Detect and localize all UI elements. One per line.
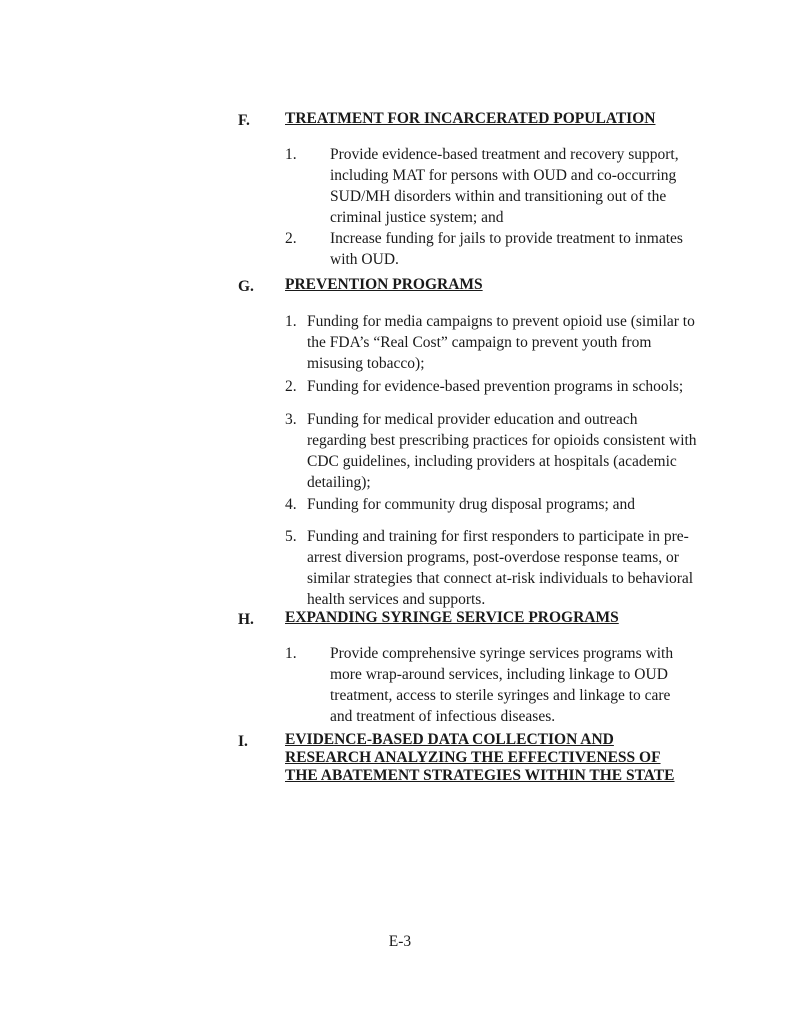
- item-text: Funding for evidence-based prevention programs in schools;: [307, 378, 684, 395]
- section-letter: I.: [238, 733, 248, 750]
- item-text: Funding and training for first responders to participate in pre-arrest diversion programs, post-overdose response teams, or similar strategies that connect at-risk individuals to behavioral health services and supports.: [307, 528, 694, 608]
- item-text: Funding for community drug disposal programs; and: [307, 496, 636, 513]
- item-text: Funding for medical provider education and outreach regarding best prescribing practices for opioids consistent with CDC guidelines, including providers at hospitals (academic detailing);: [307, 411, 697, 491]
- page-number: E-3: [388, 933, 412, 950]
- section-letter: F.: [238, 112, 250, 129]
- item-text: Increase funding for jails to provide treatment to inmates with OUD.: [330, 230, 683, 268]
- item-number: 5.: [285, 528, 297, 545]
- item-text: Funding for media campaigns to prevent opioid use (similar to the FDA’s “Real Cost” campaign to prevent youth from misusing tobacco);: [307, 313, 695, 372]
- item-text: Provide evidence-based treatment and recovery support, including MAT for persons with OUD and co-occurring SUD/MH disorders within and transitioning out of the criminal justice system; and: [330, 146, 679, 226]
- item-number: 3.: [285, 411, 297, 428]
- section-title: TREATMENT FOR INCARCERATED POPULATION: [285, 110, 656, 127]
- item-number: 1.: [285, 645, 297, 662]
- section-title: PREVENTION PROGRAMS: [285, 276, 483, 293]
- item-number: 1.: [285, 146, 297, 163]
- item-text: Provide comprehensive syringe services programs with more wrap-around services, including linkage to OUD treatment, access to sterile syringes and linkage to care and treatment of infectious diseases.: [330, 645, 674, 725]
- section-title: EVIDENCE-BASED DATA COLLECTION AND RESEARCH ANALYZING THE EFFECTIVENESS OF THE ABATEMENT STRATEGIES WITHIN THE STATE: [285, 731, 675, 784]
- section-title: EXPANDING SYRINGE SERVICE PROGRAMS: [285, 609, 619, 626]
- item-number: 2.: [285, 378, 297, 395]
- item-number: 2.: [285, 230, 297, 247]
- item-number: 1.: [285, 313, 297, 330]
- section-letter: H.: [238, 611, 254, 628]
- section-letter: G.: [238, 278, 254, 295]
- item-number: 4.: [285, 496, 297, 513]
